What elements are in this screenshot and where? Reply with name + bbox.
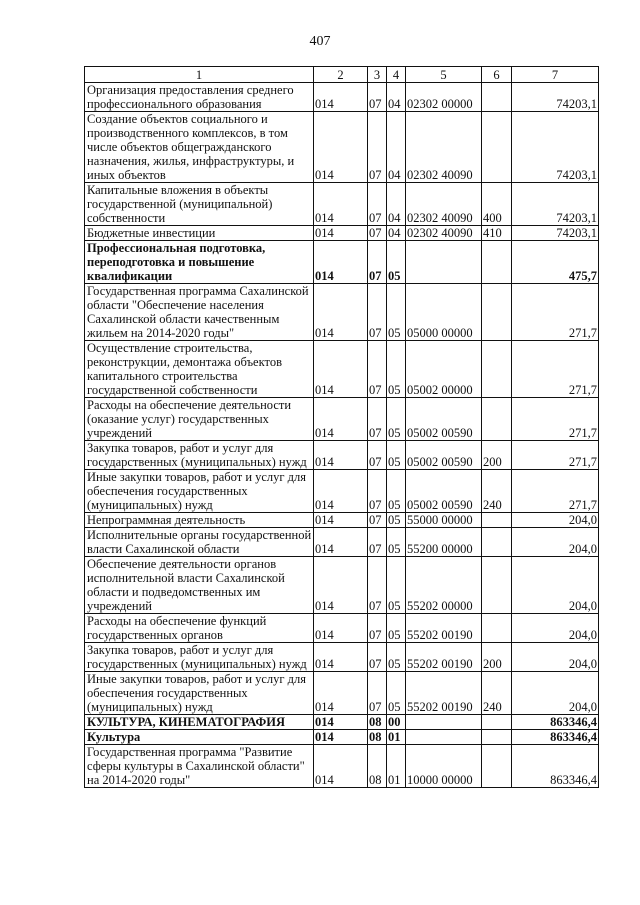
amount: 204,0: [512, 557, 599, 614]
row-label: Бюджетные инвестиции: [85, 226, 314, 241]
target-article-code: 05002 00590: [406, 398, 482, 441]
ministry-code: 014: [314, 557, 368, 614]
column-header: 2: [314, 67, 368, 83]
column-header: 7: [512, 67, 599, 83]
subsection-code: 00: [387, 715, 406, 730]
target-article-code: 10000 00000: [406, 745, 482, 788]
subsection-code: 01: [387, 745, 406, 788]
expense-type-code: [482, 730, 512, 745]
subsection-code: 05: [387, 614, 406, 643]
row-label: Расходы на обеспечение функций государственных органов: [85, 614, 314, 643]
column-header: 4: [387, 67, 406, 83]
amount: 863346,4: [512, 715, 599, 730]
section-code: 07: [368, 112, 387, 183]
section-code: 07: [368, 672, 387, 715]
subsection-code: 05: [387, 557, 406, 614]
amount: 204,0: [512, 672, 599, 715]
subsection-code: 05: [387, 398, 406, 441]
ministry-code: 014: [314, 643, 368, 672]
table-row: [85, 226, 599, 241]
amount: 204,0: [512, 643, 599, 672]
ministry-code: 014: [314, 715, 368, 730]
table-row: [85, 672, 599, 715]
amount: 271,7: [512, 441, 599, 470]
target-article-code: 05002 00590: [406, 441, 482, 470]
target-article-code: 55202 00000: [406, 557, 482, 614]
table-header-row: [85, 67, 599, 83]
amount: 204,0: [512, 528, 599, 557]
row-label: Создание объектов социального и производственного комплексов, в том числе объектов общегражданского назначения, жилья, инфраструктуры, и иных объектов: [85, 112, 314, 183]
expense-type-code: 200: [482, 643, 512, 672]
section-code: 07: [368, 643, 387, 672]
amount: 863346,4: [512, 745, 599, 788]
subsection-code: 05: [387, 441, 406, 470]
section-code: 08: [368, 715, 387, 730]
ministry-code: 014: [314, 528, 368, 557]
table-row: [85, 643, 599, 672]
expense-type-code: [482, 614, 512, 643]
section-code: 07: [368, 528, 387, 557]
row-label: Культура: [85, 730, 314, 745]
expense-type-code: [482, 557, 512, 614]
ministry-code: 014: [314, 112, 368, 183]
expense-type-code: [482, 241, 512, 284]
subsection-code: 05: [387, 672, 406, 715]
table-row: [85, 241, 599, 284]
expense-type-code: 240: [482, 470, 512, 513]
amount: 863346,4: [512, 730, 599, 745]
target-article-code: 02302 40090: [406, 112, 482, 183]
table-row: [85, 513, 599, 528]
subsection-code: 05: [387, 513, 406, 528]
table-row: [85, 528, 599, 557]
amount: 271,7: [512, 284, 599, 341]
subsection-code: 04: [387, 83, 406, 112]
table-row: [85, 470, 599, 513]
column-header: 6: [482, 67, 512, 83]
subsection-code: 05: [387, 470, 406, 513]
subsection-code: 04: [387, 183, 406, 226]
target-article-code: [406, 241, 482, 284]
target-article-code: 05002 00590: [406, 470, 482, 513]
row-label: Обеспечение деятельности органов исполнительной власти Сахалинской области и подведомственных им учреждений: [85, 557, 314, 614]
ministry-code: 014: [314, 284, 368, 341]
column-header: 3: [368, 67, 387, 83]
section-code: 07: [368, 226, 387, 241]
expense-type-code: 240: [482, 672, 512, 715]
page-number: 407: [309, 34, 331, 49]
section-code: 08: [368, 745, 387, 788]
row-label: Иные закупки товаров, работ и услуг для обеспечения государственных (муниципальных) нужд: [85, 470, 314, 513]
section-code: 07: [368, 341, 387, 398]
ministry-code: 014: [314, 398, 368, 441]
row-label: Государственная программа "Развитие сферы культуры в Сахалинской области" на 2014-2020 годы": [85, 745, 314, 788]
table-row: [85, 745, 599, 788]
row-label: Профессиональная подготовка, переподготовка и повышение квалификации: [85, 241, 314, 284]
row-label: Расходы на обеспечение деятельности (оказание услуг) государственных учреждений: [85, 398, 314, 441]
row-label: КУЛЬТУРА, КИНЕМАТОГРАФИЯ: [85, 715, 314, 730]
row-label: Государственная программа Сахалинской области "Обеспечение населения Сахалинской области качественным жильем на 2014-2020 годы": [85, 284, 314, 341]
expense-type-code: [482, 528, 512, 557]
column-header: 5: [406, 67, 482, 83]
section-code: 07: [368, 284, 387, 341]
table-row: [85, 715, 599, 730]
target-article-code: 55202 00190: [406, 643, 482, 672]
subsection-code: 05: [387, 241, 406, 284]
section-code: 07: [368, 183, 387, 226]
expense-type-code: [482, 284, 512, 341]
amount: 271,7: [512, 470, 599, 513]
ministry-code: 014: [314, 441, 368, 470]
ministry-code: 014: [314, 614, 368, 643]
subsection-code: 04: [387, 112, 406, 183]
target-article-code: 05002 00000: [406, 341, 482, 398]
amount: 74203,1: [512, 83, 599, 112]
section-code: 07: [368, 83, 387, 112]
amount: 271,7: [512, 398, 599, 441]
ministry-code: 014: [314, 226, 368, 241]
row-label: Иные закупки товаров, работ и услуг для обеспечения государственных (муниципальных) нужд: [85, 672, 314, 715]
ministry-code: 014: [314, 730, 368, 745]
table-row: [85, 441, 599, 470]
target-article-code: [406, 715, 482, 730]
expense-type-code: [482, 83, 512, 112]
section-code: 07: [368, 470, 387, 513]
table-row: [85, 83, 599, 112]
amount: 74203,1: [512, 112, 599, 183]
subsection-code: 05: [387, 284, 406, 341]
amount: 74203,1: [512, 183, 599, 226]
table-row: [85, 557, 599, 614]
amount: 204,0: [512, 513, 599, 528]
section-code: 07: [368, 241, 387, 284]
expense-type-code: [482, 398, 512, 441]
budget-table: [84, 66, 599, 788]
ministry-code: 014: [314, 513, 368, 528]
target-article-code: [406, 730, 482, 745]
row-label: Осуществление строительства, реконструкции, демонтажа объектов капитального строительства государственной собственности: [85, 341, 314, 398]
target-article-code: 55000 00000: [406, 513, 482, 528]
target-article-code: 55202 00190: [406, 672, 482, 715]
subsection-code: 01: [387, 730, 406, 745]
ministry-code: 014: [314, 341, 368, 398]
amount: 271,7: [512, 341, 599, 398]
target-article-code: 02302 40090: [406, 183, 482, 226]
table-row: [85, 284, 599, 341]
row-label: Исполнительные органы государственной власти Сахалинской области: [85, 528, 314, 557]
expense-type-code: [482, 112, 512, 183]
table-row: [85, 730, 599, 745]
section-code: 07: [368, 441, 387, 470]
column-header: 1: [85, 67, 314, 83]
ministry-code: 014: [314, 241, 368, 284]
row-label: Организация предоставления среднего профессионального образования: [85, 83, 314, 112]
table-row: [85, 398, 599, 441]
ministry-code: 014: [314, 470, 368, 513]
subsection-code: 05: [387, 341, 406, 398]
table-row: [85, 183, 599, 226]
row-label: Капитальные вложения в объекты государственной (муниципальной) собственности: [85, 183, 314, 226]
target-article-code: 55200 00000: [406, 528, 482, 557]
section-code: 08: [368, 730, 387, 745]
section-code: 07: [368, 614, 387, 643]
ministry-code: 014: [314, 83, 368, 112]
table-row: [85, 341, 599, 398]
subsection-code: 05: [387, 528, 406, 557]
target-article-code: 55202 00190: [406, 614, 482, 643]
target-article-code: 02302 00000: [406, 83, 482, 112]
target-article-code: 02302 40090: [406, 226, 482, 241]
row-label: Закупка товаров, работ и услуг для государственных (муниципальных) нужд: [85, 643, 314, 672]
expense-type-code: [482, 341, 512, 398]
table-row: [85, 112, 599, 183]
expense-type-code: [482, 715, 512, 730]
expense-type-code: 410: [482, 226, 512, 241]
amount: 475,7: [512, 241, 599, 284]
section-code: 07: [368, 398, 387, 441]
subsection-code: 04: [387, 226, 406, 241]
expense-type-code: 400: [482, 183, 512, 226]
target-article-code: 05000 00000: [406, 284, 482, 341]
section-code: 07: [368, 557, 387, 614]
section-code: 07: [368, 513, 387, 528]
ministry-code: 014: [314, 672, 368, 715]
expense-type-code: [482, 745, 512, 788]
expense-type-code: 200: [482, 441, 512, 470]
ministry-code: 014: [314, 183, 368, 226]
amount: 74203,1: [512, 226, 599, 241]
ministry-code: 014: [314, 745, 368, 788]
subsection-code: 05: [387, 643, 406, 672]
amount: 204,0: [512, 614, 599, 643]
row-label: Непрограммная деятельность: [85, 513, 314, 528]
expense-type-code: [482, 513, 512, 528]
table-row: [85, 614, 599, 643]
row-label: Закупка товаров, работ и услуг для государственных (муниципальных) нужд: [85, 441, 314, 470]
